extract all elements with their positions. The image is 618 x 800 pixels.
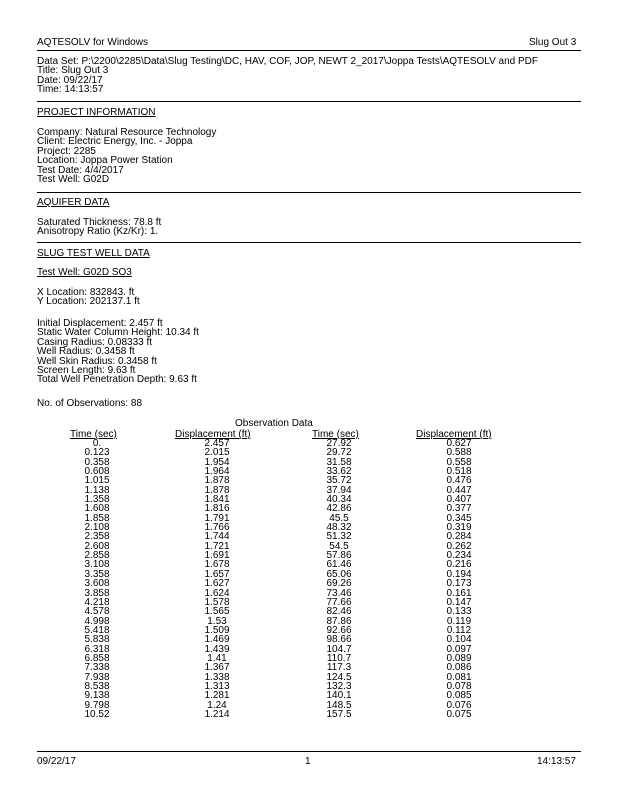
table-cell: 5.838: [84, 634, 110, 646]
test-well-id: Test Well: G02D SO3: [37, 267, 132, 278]
well-heading: SLUG TEST WELL DATA: [37, 248, 150, 259]
table-cell: 0.112: [446, 624, 472, 636]
table-cell: 6.318: [84, 643, 110, 655]
table-cell: 0.147: [446, 596, 472, 608]
table-cell: 0.104: [446, 634, 472, 646]
table-cell: 0.262: [446, 540, 472, 552]
anisotropy-ratio: Anisotropy Ratio (Kz/Kr): 1.: [37, 226, 159, 238]
table-cell: 2.358: [84, 531, 110, 543]
table-cell: 1.841: [204, 494, 230, 506]
aquifer-heading: AQUIFER DATA: [37, 197, 110, 208]
table-cell: 0.588: [446, 447, 472, 459]
col-header-time-2: Time (sec): [312, 429, 359, 440]
table-cell: 1.627: [204, 578, 230, 590]
table-cell: 0.089: [446, 652, 472, 664]
table-cell: 1.358: [84, 494, 110, 506]
dataset-path: Data Set: P:\2200\2285\Data\Slug Testing\DC, HAV, COF, JOP, NEWT 2_2017\Joppa Tests\AQTESOLV and PDF: [37, 56, 539, 67]
dataset-time: Time: 14:13:57: [37, 84, 104, 96]
test-well: Test Well: G02D: [37, 174, 110, 186]
dataset-title: Title: Slug Out 3: [37, 65, 109, 77]
table-cell: 124.5: [326, 671, 352, 683]
header-rule: [37, 50, 581, 51]
col-header-time-1: Time (sec): [70, 429, 117, 440]
table-cell: 0.358: [84, 456, 110, 468]
location: Location: Joppa Power Station: [37, 155, 173, 167]
table-cell: 0.407: [446, 494, 472, 506]
table-cell: 148.5: [326, 699, 352, 711]
table-cell: 1.954: [204, 456, 230, 468]
table-cell: 0.: [92, 438, 102, 449]
table-cell: 1.678: [204, 559, 230, 571]
table-cell: 4.218: [84, 596, 110, 608]
table-cell: 0.085: [446, 690, 472, 702]
footer-date: 09/22/17: [37, 756, 76, 767]
table-cell: 37.94: [326, 484, 352, 496]
table-cell: 1.214: [204, 708, 230, 720]
table-cell: 27.92: [326, 438, 352, 449]
table-cell: 65.06: [326, 568, 352, 580]
table-cell: 0.078: [446, 680, 472, 692]
table-cell: 2.108: [84, 522, 110, 534]
casing-radius: Casing Radius: 0.08333 ft: [37, 336, 153, 348]
table-cell: 1.367: [204, 662, 230, 674]
footer-time: 14:13:57: [537, 756, 576, 767]
table-cell: 0.075: [446, 708, 472, 720]
table-cell: 1.721: [204, 540, 230, 552]
table-cell: 2.608: [84, 540, 110, 552]
table-cell: 1.138: [84, 484, 110, 496]
table-cell: 0.345: [446, 512, 472, 524]
penetration-depth: Total Well Penetration Depth: 9.63 ft: [37, 374, 197, 386]
project-info: [37, 128, 216, 184]
table-cell: 1.657: [204, 568, 230, 580]
dataset-meta: [37, 57, 538, 95]
table-cell: 4.998: [84, 615, 110, 627]
table-cell: 0.133: [446, 606, 472, 618]
table-cell: 1.509: [204, 624, 230, 636]
initial-displacement: Initial Displacement: 2.457 ft: [37, 318, 163, 329]
table-cell: 132.3: [326, 680, 352, 692]
table-cell: 45.5: [329, 512, 349, 524]
table-cell: 51.32: [326, 531, 352, 543]
table-cell: 1.691: [204, 550, 230, 562]
well-params: [37, 319, 199, 385]
table-cell: 3.358: [84, 568, 110, 580]
table-cell: 82.46: [326, 606, 352, 618]
section-rule: [37, 101, 581, 102]
table-cell: 48.32: [326, 522, 352, 534]
table-cell: 40.34: [326, 494, 352, 506]
table-cell: 0.216: [446, 559, 472, 571]
y-location: Y Location: 202137.1 ft: [37, 296, 140, 308]
table-cell: 1.281: [204, 690, 230, 702]
table-cell: 0.081: [446, 671, 472, 683]
table-cell: 1.439: [204, 643, 230, 655]
table-cell: 1.41: [207, 652, 227, 664]
table-cell: 1.608: [84, 503, 110, 515]
project-number: Project: 2285: [37, 145, 96, 157]
observation-count: No. of Observations: 88: [37, 398, 143, 409]
table-cell: 2.858: [84, 550, 110, 562]
static-water-column: Static Water Column Height: 10.34 ft: [37, 327, 199, 339]
table-cell: 1.53: [207, 615, 227, 627]
table-cell: 110.7: [326, 652, 352, 664]
table-cell: 33.62: [326, 466, 352, 478]
table-cell: 7.938: [84, 671, 110, 683]
table-cell: 104.7: [326, 643, 352, 655]
table-cell: 1.878: [204, 475, 230, 487]
column-displacement-2: [434, 439, 484, 719]
page-number: 1: [305, 756, 311, 767]
app-title: AQTESOLV for Windows: [37, 37, 148, 48]
table-cell: 7.338: [84, 662, 110, 674]
well-skin-radius: Well Skin Radius: 0.3458 ft: [37, 355, 157, 367]
table-cell: 0.097: [446, 643, 472, 655]
table-cell: 29.72: [326, 447, 352, 459]
table-cell: 117.3: [326, 662, 352, 674]
table-cell: 1.313: [204, 680, 230, 692]
table-cell: 0.608: [84, 466, 110, 478]
table-cell: 0.518: [446, 466, 472, 478]
table-cell: 0.173: [446, 578, 472, 590]
table-cell: 61.46: [326, 559, 352, 571]
company: Company: Natural Resource Technology: [37, 127, 217, 138]
table-cell: 0.161: [446, 587, 472, 599]
table-cell: 0.234: [446, 550, 472, 562]
dataset-date: Date: 09/22/17: [37, 74, 103, 86]
col-header-disp-2: Displacement (ft): [416, 429, 492, 440]
table-cell: 69.26: [326, 578, 352, 590]
table-cell: 0.284: [446, 531, 472, 543]
section-rule: [37, 242, 581, 243]
table-cell: 1.015: [84, 475, 110, 487]
section-rule: [37, 192, 581, 193]
table-cell: 0.119: [446, 615, 472, 627]
table-cell: 1.624: [204, 587, 230, 599]
table-cell: 1.878: [204, 484, 230, 496]
table-cell: 0.076: [446, 699, 472, 711]
column-displacement-1: [192, 439, 242, 719]
table-cell: 31.58: [326, 456, 352, 468]
table-cell: 3.608: [84, 578, 110, 590]
table-cell: 1.744: [204, 531, 230, 543]
test-date: Test Date: 4/4/2017: [37, 164, 124, 176]
table-cell: 6.858: [84, 652, 110, 664]
table-cell: 35.72: [326, 475, 352, 487]
table-cell: 1.964: [204, 466, 230, 478]
table-cell: 0.319: [446, 522, 472, 534]
table-cell: 1.565: [204, 606, 230, 618]
aquifer-info: [37, 218, 161, 237]
table-cell: 73.46: [326, 587, 352, 599]
table-cell: 1.578: [204, 596, 230, 608]
table-cell: 4.578: [84, 606, 110, 618]
table-cell: 1.338: [204, 671, 230, 683]
table-cell: 1.816: [204, 503, 230, 515]
table-cell: 0.377: [446, 503, 472, 515]
table-cell: 2.015: [204, 447, 230, 459]
table-cell: 0.476: [446, 475, 472, 487]
table-cell: 9.798: [84, 699, 110, 711]
table-cell: 9.138: [84, 690, 110, 702]
table-cell: 0.447: [446, 484, 472, 496]
table-cell: 3.108: [84, 559, 110, 571]
well-radius: Well Radius: 0.3458 ft: [37, 346, 135, 358]
table-cell: 57.86: [326, 550, 352, 562]
table-cell: 10.52: [84, 708, 110, 720]
table-cell: 87.86: [326, 615, 352, 627]
table-cell: 140.1: [326, 690, 352, 702]
well-location: [37, 288, 140, 307]
table-cell: 1.766: [204, 522, 230, 534]
table-cell: 0.627: [446, 438, 472, 449]
table-cell: 5.418: [84, 624, 110, 636]
table-cell: 98.66: [326, 634, 352, 646]
table-cell: 0.194: [446, 568, 472, 580]
project-heading: PROJECT INFORMATION: [37, 107, 156, 118]
col-header-disp-1: Displacement (ft): [175, 429, 251, 440]
table-cell: 42.86: [326, 503, 352, 515]
column-time-2: [314, 439, 364, 719]
screen-length: Screen Length: 9.63 ft: [37, 365, 136, 377]
footer-rule: [37, 751, 581, 752]
table-cell: 1.791: [204, 512, 230, 524]
client: Client: Electric Energy, Inc. - Joppa: [37, 136, 193, 148]
table-cell: 0.558: [446, 456, 472, 468]
column-time-1: [72, 439, 122, 719]
table-cell: 1.469: [204, 634, 230, 646]
table-cell: 2.457: [204, 438, 230, 449]
table-cell: 92.66: [326, 624, 352, 636]
table-cell: 77.66: [326, 596, 352, 608]
table-cell: 0.123: [84, 447, 110, 459]
table-cell: 3.858: [84, 587, 110, 599]
table-cell: 8.538: [84, 680, 110, 692]
saturated-thickness: Saturated Thickness: 78.8 ft: [37, 217, 162, 228]
table-cell: 1.24: [207, 699, 227, 711]
test-name: Slug Out 3: [529, 37, 577, 48]
table-cell: 1.858: [84, 512, 110, 524]
table-cell: 0.086: [446, 662, 472, 674]
x-location: X Location: 832843. ft: [37, 287, 135, 298]
table-cell: 157.5: [326, 708, 352, 720]
table-title: Observation Data: [235, 418, 313, 429]
table-cell: 54.5: [329, 540, 349, 552]
